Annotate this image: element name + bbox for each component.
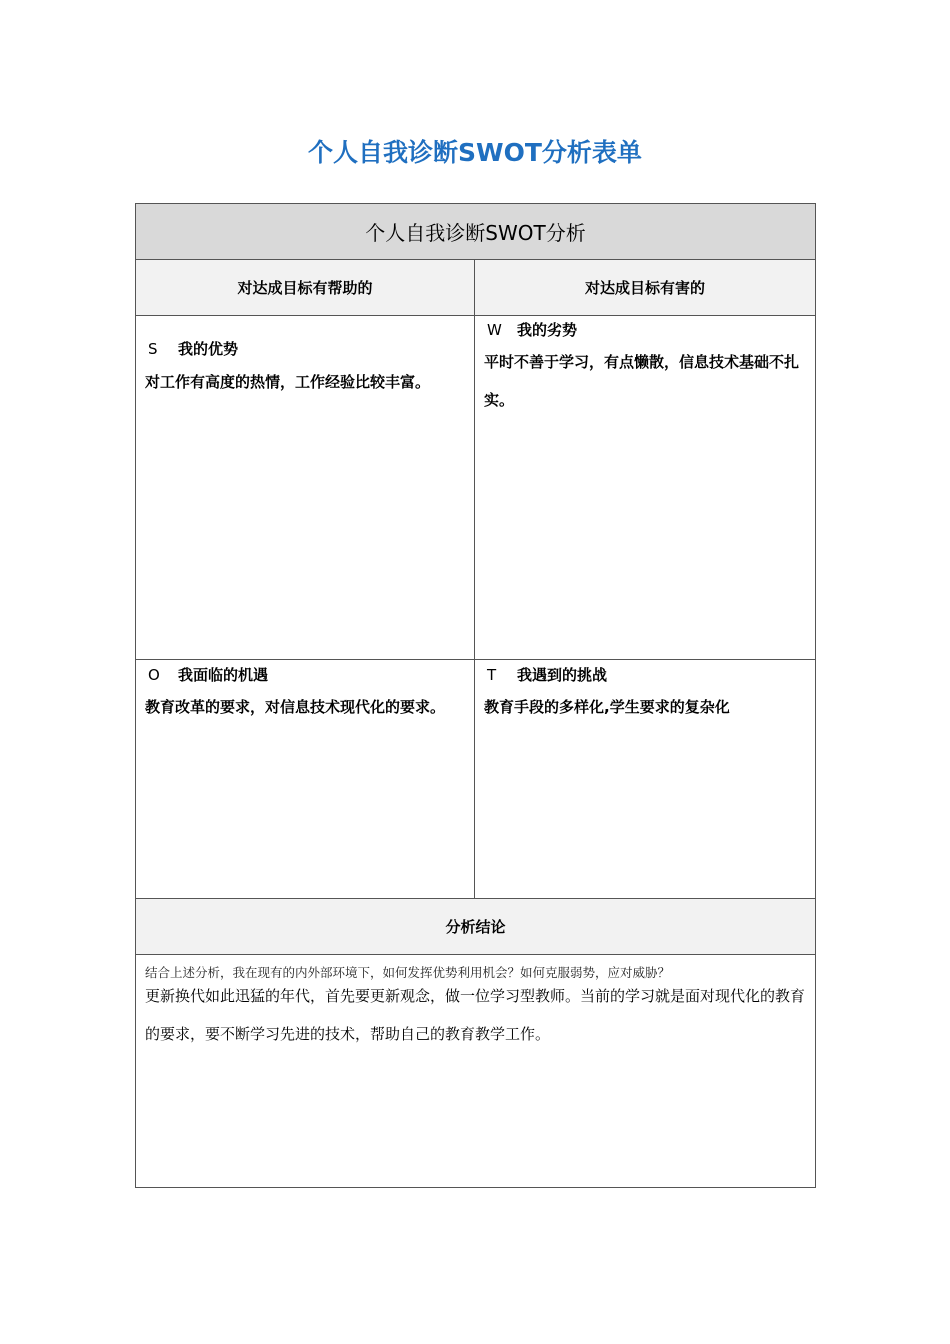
- page-title: 个人自我诊断SWOT分析表单: [308, 138, 642, 167]
- opportunities-threats-row: [136, 660, 815, 899]
- conclusion-cell: [136, 955, 815, 1187]
- strengths-weaknesses-row: [136, 316, 815, 660]
- opportunities-label: [148, 664, 268, 685]
- conclusion-text: 更新换代如此迅猛的年代，首先要更新观念，做一位学习型教师。当前的学习就是面对现代化的教育的要求，要不断学习先进的技术，帮助自己的教育教学工作。: [145, 987, 806, 1043]
- threats-text: 教育手段的多样化,学生要求的复杂化: [484, 698, 730, 716]
- threats-label: [487, 664, 607, 685]
- weaknesses-label: [487, 319, 577, 340]
- weaknesses-cell: [475, 316, 815, 659]
- weaknesses-title: 我的劣势: [517, 321, 578, 339]
- weaknesses-text: 平时不善于学习，有点懒散，信息技术基础不扎实。: [484, 353, 800, 409]
- threats-title: 我遇到的挑战: [517, 666, 608, 684]
- strengths-title: 我的优势: [178, 340, 239, 358]
- conclusion-header: 分析结论: [136, 899, 815, 955]
- strengths-text: 对工作有高度的热情，工作经验比较丰富。: [145, 373, 431, 391]
- opportunities-cell: [136, 660, 475, 898]
- weaknesses-letter: W: [487, 321, 502, 339]
- conclusion-prompt: 结合上述分析，我在现有的内外部环境下，如何发挥优势利用机会？如何克服弱势，应对威胁？: [145, 965, 671, 980]
- threats-cell: [475, 660, 815, 898]
- opportunities-title: 我面临的机遇: [178, 666, 269, 684]
- column-header-row: [136, 260, 815, 316]
- threats-letter: T: [487, 666, 497, 684]
- strengths-letter: S: [148, 340, 158, 358]
- column-header-harmful: 对达成目标有害的: [584, 279, 705, 297]
- table-header: 个人自我诊断SWOT分析: [136, 204, 815, 260]
- opportunities-letter: O: [148, 666, 160, 684]
- opportunities-text: 教育改革的要求，对信息技术现代化的要求。: [145, 698, 446, 716]
- column-header-helpful: 对达成目标有帮助的: [136, 260, 475, 315]
- strengths-cell: [136, 316, 475, 659]
- strengths-label: [148, 338, 238, 359]
- swot-table: [135, 203, 816, 1188]
